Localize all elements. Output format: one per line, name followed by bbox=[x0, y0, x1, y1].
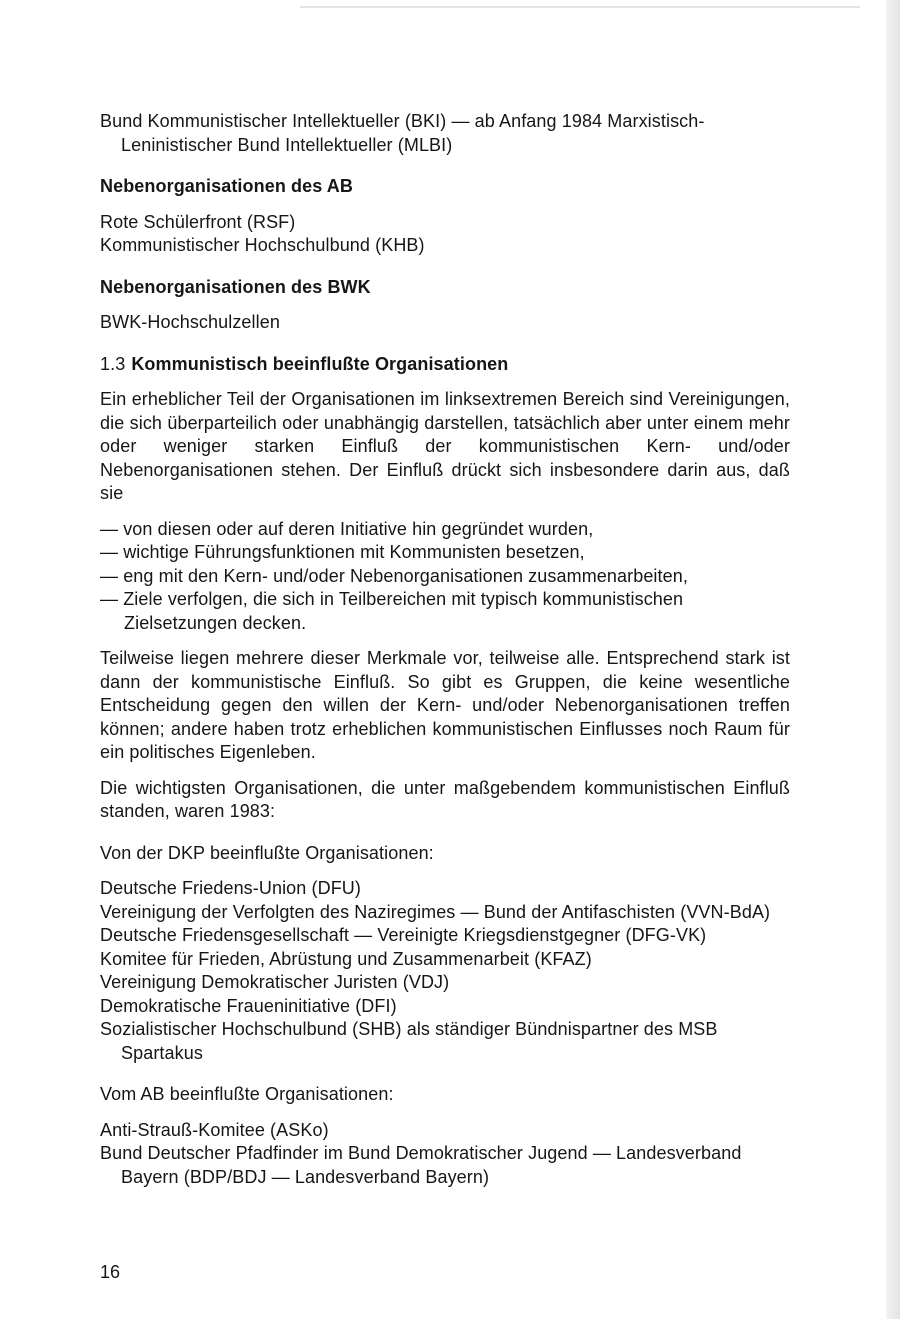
list-item: Bund Deutscher Pfadfinder im Bund Demokratischer Jugend — Landesverband Bayern (BDP/BDJ — Landesverband Bayern) bbox=[100, 1143, 742, 1187]
list-item: Komitee für Frieden, Abrüstung und Zusammenarbeit (KFAZ) bbox=[100, 948, 592, 969]
criteria-list bbox=[100, 518, 790, 636]
dkp-list bbox=[100, 877, 790, 1065]
list-item: Kommunistischer Hochschulbund (KHB) bbox=[100, 235, 425, 255]
list-item: Deutsche Friedensgesellschaft — Vereinigte Kriegsdienstgegner (DFG-VK) bbox=[100, 925, 707, 945]
ab-influenced-list bbox=[100, 1119, 790, 1190]
section-paragraph-2: Teilweise liegen mehrere dieser Merkmale vor, teilweise alle. Entsprechend stark ist dann der kommunistische Einfluß. So gibt es Gruppen, die keine wesentliche Entscheidung gegen den willen der Kern- und/oder Nebenorganisationen treffen können; andere haben trotz erheblichen kommunistischen Einflusses noch Raum für ein politisches Eigenleben. bbox=[100, 648, 790, 762]
criteria-item: — eng mit den Kern- und/oder Nebenorganisationen zusammenarbeiten, bbox=[100, 565, 688, 586]
list-item: Sozialistischer Hochschulbund (SHB) als ständiger Bündnispartner des MSB Spartakus bbox=[100, 1019, 718, 1063]
section-paragraph-1: Ein erheblicher Teil der Organisationen im linksextremen Bereich sind Vereinigungen, die sich überparteilich oder unabhängig darstellen, tatsächlich aber unter einem mehr oder weniger starken Einfluß der kommunistischen Kern- und/oder Nebenorganisationen stehen. Der Einfluß drückt sich insbesondere darin aus, daß sie bbox=[100, 389, 790, 503]
list-item: Vereinigung Demokratischer Juristen (VDJ) bbox=[100, 972, 450, 992]
ab-list bbox=[100, 211, 790, 258]
page-number: 16 bbox=[100, 1262, 121, 1282]
ab-influenced-heading: Vom AB beeinflußte Organisationen: bbox=[100, 1084, 394, 1104]
bwk-list bbox=[100, 311, 790, 335]
criteria-item: — Ziele verfolgen, die sich in Teilbereichen mit typisch kommunistischen Zielsetzungen decken. bbox=[100, 589, 684, 633]
dkp-heading: Von der DKP beeinflußte Organisationen: bbox=[100, 842, 434, 863]
section-number: 1.3 bbox=[100, 353, 126, 374]
list-item: Rote Schülerfront (RSF) bbox=[100, 211, 296, 232]
list-item: Deutsche Friedens-Union (DFU) bbox=[100, 878, 361, 898]
list-item: BWK-Hochschulzellen bbox=[100, 312, 280, 332]
list-item: Vereinigung der Verfolgten des Naziregimes — Bund der Antifaschisten (VVN-BdA) bbox=[100, 901, 771, 922]
list-item: Demokratische Fraueninitiative (DFI) bbox=[100, 995, 397, 1016]
criteria-item: — von diesen oder auf deren Initiative hin gegründet wurden, bbox=[100, 518, 594, 539]
intro-line: Bund Kommunistischer Intellektueller (BKI) — ab Anfang 1984 Marxistisch-Leninistischer Bund Intellektueller (MLBI) bbox=[100, 111, 705, 155]
section-heading bbox=[100, 353, 790, 377]
list-item: Anti-Strauß-Komitee (ASKo) bbox=[100, 1119, 329, 1140]
criteria-item: — wichtige Führungsfunktionen mit Kommunisten besetzen, bbox=[100, 542, 585, 562]
page-content bbox=[100, 110, 790, 1189]
scan-edge-top bbox=[300, 6, 860, 8]
bwk-heading: Nebenorganisationen des BWK bbox=[100, 276, 371, 297]
ab-heading: Nebenorganisationen des AB bbox=[100, 176, 353, 196]
section-title: Kommunistisch beeinflußte Organisationen bbox=[131, 353, 509, 374]
section-paragraph-3: Die wichtigsten Organisationen, die unter maßgebendem kommunistischen Einfluß standen, waren 1983: bbox=[100, 777, 790, 821]
scan-edge-right bbox=[886, 0, 900, 1319]
